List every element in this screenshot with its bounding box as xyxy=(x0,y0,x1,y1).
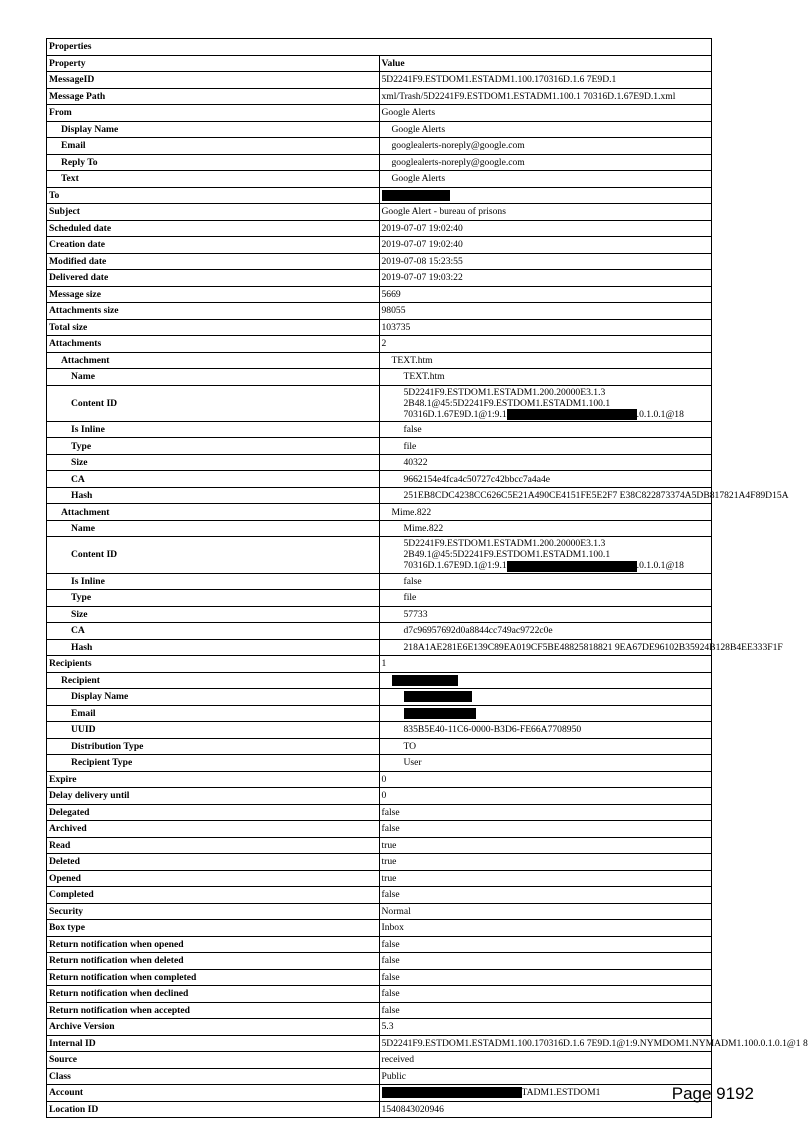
property-value: Google Alert - bureau of prisons xyxy=(379,204,712,221)
property-value xyxy=(379,672,712,689)
property-name: Location ID xyxy=(47,1101,380,1118)
property-value: 5669 xyxy=(379,286,712,303)
table-row xyxy=(47,854,712,871)
property-name: Class xyxy=(47,1068,380,1085)
table-row xyxy=(47,471,712,488)
value-text: .0.1.0.1@18 xyxy=(636,560,684,572)
property-name: Return notification when deleted xyxy=(47,953,380,970)
value-text: 70316D.1.67E9D.1@1:9.1 xyxy=(403,408,507,420)
property-name: Return notification when declined xyxy=(47,986,380,1003)
property-name: Type xyxy=(47,438,380,455)
table-row xyxy=(47,788,712,805)
property-name: Box type xyxy=(47,920,380,937)
property-value: Normal xyxy=(379,903,712,920)
property-name: Message Path xyxy=(47,88,380,105)
table-row xyxy=(47,771,712,788)
table-row xyxy=(47,821,712,838)
property-value: false xyxy=(379,1002,712,1019)
table-row xyxy=(47,722,712,739)
property-value: 57733 xyxy=(379,606,712,623)
table-row xyxy=(47,1052,712,1069)
property-value: received xyxy=(379,1052,712,1069)
property-value: 0 xyxy=(379,788,712,805)
table-title: Properties xyxy=(47,39,712,56)
redaction-box xyxy=(382,1087,522,1098)
value-text: .0.1.0.1@18 xyxy=(636,408,684,420)
header-row xyxy=(47,55,712,72)
property-value: Google Alerts xyxy=(379,121,712,138)
property-value: 9662154e4fca4c50727c42bbcc7a4a4e xyxy=(379,471,712,488)
property-name: CA xyxy=(47,623,380,640)
property-name: MessageID xyxy=(47,72,380,89)
property-value: d7c96957692d0a8844cc749ac9722c0e xyxy=(379,623,712,640)
property-name: Return notification when opened xyxy=(47,936,380,953)
redaction-box xyxy=(507,561,637,572)
property-value: Google Alerts xyxy=(379,171,712,188)
property-name: Attachment xyxy=(47,352,380,369)
property-name: Security xyxy=(47,903,380,920)
property-value: 98055 xyxy=(379,303,712,320)
property-value: file xyxy=(379,438,712,455)
table-row xyxy=(47,220,712,237)
table-row xyxy=(47,121,712,138)
table-row xyxy=(47,623,712,640)
property-name: Scheduled date xyxy=(47,220,380,237)
property-value: Mime.822 xyxy=(379,520,712,537)
table-row xyxy=(47,204,712,221)
redaction-box xyxy=(392,675,458,686)
property-value: xml/Trash/5D2241F9.ESTDOM1.ESTADM1.100.1 70316D.1.67E9D.1.xml xyxy=(379,88,712,105)
property-value: true xyxy=(379,870,712,887)
table-row xyxy=(47,1002,712,1019)
property-value: true xyxy=(379,837,712,854)
property-name: Source xyxy=(47,1052,380,1069)
property-name: Delivered date xyxy=(47,270,380,287)
redaction-box xyxy=(404,691,472,702)
property-value: Mime.822 xyxy=(379,504,712,521)
property-value: 2019-07-07 19:03:22 xyxy=(379,270,712,287)
property-value: 218A1AE281E6E139C89EA019CF5BE48825818821 9EA67DE96102B35924B128B4EE333F1F xyxy=(379,639,712,656)
table-row xyxy=(47,72,712,89)
property-value: TEXT.htm xyxy=(379,352,712,369)
table-row xyxy=(47,656,712,673)
property-value xyxy=(379,1085,712,1102)
property-value: 251EB8CDC4238CC626C5E21A490CE4151FE5E2F7 E38C822873374A5DB817821A4F89D15A xyxy=(379,487,712,504)
property-name: Reply To xyxy=(47,154,380,171)
property-value: 40322 xyxy=(379,454,712,471)
property-name: Creation date xyxy=(47,237,380,254)
table-row xyxy=(47,286,712,303)
table-row xyxy=(47,936,712,953)
table-row xyxy=(47,1085,712,1102)
table-row xyxy=(47,672,712,689)
property-value: 1540843020946 xyxy=(379,1101,712,1118)
property-name: Hash xyxy=(47,487,380,504)
property-name: Content ID xyxy=(47,537,380,573)
property-name: Attachments size xyxy=(47,303,380,320)
table-row xyxy=(47,352,712,369)
redaction-box xyxy=(382,190,450,201)
property-value: Google Alerts xyxy=(379,105,712,122)
property-name: Message size xyxy=(47,286,380,303)
table-row xyxy=(47,689,712,706)
property-name: Email xyxy=(47,138,380,155)
property-name: Total size xyxy=(47,319,380,336)
table-row xyxy=(47,253,712,270)
property-value: 5D2241F9.ESTDOM1.ESTADM1.100.170316D.1.6 7E9D.1@1:9.NYMDOM1.NYMADM1.100.0.1.0.1@1 8 xyxy=(379,1035,712,1052)
redaction-box xyxy=(507,409,637,420)
property-name: Size xyxy=(47,606,380,623)
property-name: Opened xyxy=(47,870,380,887)
property-value: 5D2241F9.ESTDOM1.ESTADM1.100.170316D.1.6 7E9D.1 xyxy=(379,72,712,89)
table-row xyxy=(47,319,712,336)
value-line: 5D2241F9.ESTDOM1.ESTADM1.200.20000E3.1.3 2B49.1@45:5D2241F9.ESTDOM1.ESTADM1.100.1 xyxy=(403,538,611,561)
property-value: 1 xyxy=(379,656,712,673)
property-value: false xyxy=(379,936,712,953)
property-value xyxy=(379,705,712,722)
property-name: Name xyxy=(47,520,380,537)
table-row xyxy=(47,1035,712,1052)
property-name: Content ID xyxy=(47,385,380,421)
table-row xyxy=(47,105,712,122)
property-value: TEXT.htm xyxy=(379,369,712,386)
property-value: 103735 xyxy=(379,319,712,336)
property-name: Is Inline xyxy=(47,573,380,590)
table-row xyxy=(47,454,712,471)
property-name: Attachment xyxy=(47,504,380,521)
property-value: 2019-07-07 19:02:40 xyxy=(379,237,712,254)
table-row xyxy=(47,1068,712,1085)
property-value xyxy=(379,689,712,706)
property-name: From xyxy=(47,105,380,122)
property-value: false xyxy=(379,887,712,904)
property-name: Is Inline xyxy=(47,421,380,438)
table-row xyxy=(47,590,712,607)
table-row xyxy=(47,870,712,887)
value-text: TADM1.ESTDOM1 xyxy=(521,1087,601,1099)
property-value: false xyxy=(379,573,712,590)
property-name: Size xyxy=(47,454,380,471)
property-value: googlealerts-noreply@google.com xyxy=(379,154,712,171)
property-value: Public xyxy=(379,1068,712,1085)
value-line xyxy=(404,560,710,571)
title-row xyxy=(47,39,712,56)
table-row xyxy=(47,969,712,986)
table-row xyxy=(47,705,712,722)
property-name: Attachments xyxy=(47,336,380,353)
table-row xyxy=(47,138,712,155)
property-value: 2019-07-08 15:23:55 xyxy=(379,253,712,270)
property-name: Modified date xyxy=(47,253,380,270)
property-name: Recipient Type xyxy=(47,755,380,772)
property-value xyxy=(379,385,712,421)
property-name: Return notification when completed xyxy=(47,969,380,986)
property-name: Account xyxy=(47,1085,380,1102)
property-name: Hash xyxy=(47,639,380,656)
property-name: Display Name xyxy=(47,121,380,138)
property-name: Read xyxy=(47,837,380,854)
property-value: false xyxy=(379,804,712,821)
table-row xyxy=(47,1101,712,1118)
table-row xyxy=(47,887,712,904)
table-row xyxy=(47,438,712,455)
column-header-property: Property xyxy=(47,55,380,72)
property-name: Name xyxy=(47,369,380,386)
property-name: Return notification when accepted xyxy=(47,1002,380,1019)
table-row xyxy=(47,237,712,254)
table-row xyxy=(47,385,712,421)
property-name: Type xyxy=(47,590,380,607)
property-value xyxy=(379,537,712,573)
property-name: Recipients xyxy=(47,656,380,673)
table-row xyxy=(47,903,712,920)
table-row xyxy=(47,804,712,821)
property-name: Text xyxy=(47,171,380,188)
table-row xyxy=(47,504,712,521)
table-row xyxy=(47,537,712,573)
value-line xyxy=(404,409,710,420)
property-name: Email xyxy=(47,705,380,722)
property-name: Completed xyxy=(47,887,380,904)
property-name: Display Name xyxy=(47,689,380,706)
property-value: file xyxy=(379,590,712,607)
column-header-value: Value xyxy=(379,55,712,72)
property-value: Inbox xyxy=(379,920,712,937)
table-row xyxy=(47,573,712,590)
property-value: true xyxy=(379,854,712,871)
property-name: UUID xyxy=(47,722,380,739)
property-value: 2 xyxy=(379,336,712,353)
property-value xyxy=(379,187,712,204)
table-row xyxy=(47,369,712,386)
property-value: false xyxy=(379,986,712,1003)
property-name: Archived xyxy=(47,821,380,838)
property-name: Archive Version xyxy=(47,1019,380,1036)
value-text: 70316D.1.67E9D.1@1:9.1 xyxy=(403,560,507,572)
property-value: User xyxy=(379,755,712,772)
table-row xyxy=(47,421,712,438)
table-row xyxy=(47,920,712,937)
table-row xyxy=(47,606,712,623)
property-name: Internal ID xyxy=(47,1035,380,1052)
value-line: 5D2241F9.ESTDOM1.ESTADM1.200.20000E3.1.3 2B48.1@45:5D2241F9.ESTDOM1.ESTADM1.100.1 xyxy=(403,386,611,409)
table-row xyxy=(47,487,712,504)
property-name: Recipient xyxy=(47,672,380,689)
table-row xyxy=(47,187,712,204)
table-row xyxy=(47,1019,712,1036)
table-row xyxy=(47,303,712,320)
property-name: Subject xyxy=(47,204,380,221)
property-name: Delay delivery until xyxy=(47,788,380,805)
property-value: 0 xyxy=(379,771,712,788)
property-name: Distribution Type xyxy=(47,738,380,755)
property-value: 835B5E40-11C6-0000-B3D6-FE66A7708950 xyxy=(379,722,712,739)
property-value: TO xyxy=(379,738,712,755)
table-row xyxy=(47,171,712,188)
property-name: CA xyxy=(47,471,380,488)
property-name: Deleted xyxy=(47,854,380,871)
redaction-box xyxy=(404,708,476,719)
property-value: false xyxy=(379,953,712,970)
property-value: googlealerts-noreply@google.com xyxy=(379,138,712,155)
property-value: 2019-07-07 19:02:40 xyxy=(379,220,712,237)
table-row xyxy=(47,755,712,772)
page-number: Page 9192 xyxy=(671,1084,754,1103)
table-row xyxy=(47,520,712,537)
property-name: Expire xyxy=(47,771,380,788)
table-row xyxy=(47,154,712,171)
table-row xyxy=(47,986,712,1003)
table-row xyxy=(47,88,712,105)
table-row xyxy=(47,738,712,755)
table-row xyxy=(47,639,712,656)
property-name: To xyxy=(47,187,380,204)
table-row xyxy=(47,953,712,970)
property-value: false xyxy=(379,421,712,438)
property-name: Delegated xyxy=(47,804,380,821)
table-row xyxy=(47,837,712,854)
property-value: false xyxy=(379,821,712,838)
table-row xyxy=(47,336,712,353)
property-value: 5.3 xyxy=(379,1019,712,1036)
table-row xyxy=(47,270,712,287)
property-value: false xyxy=(379,969,712,986)
